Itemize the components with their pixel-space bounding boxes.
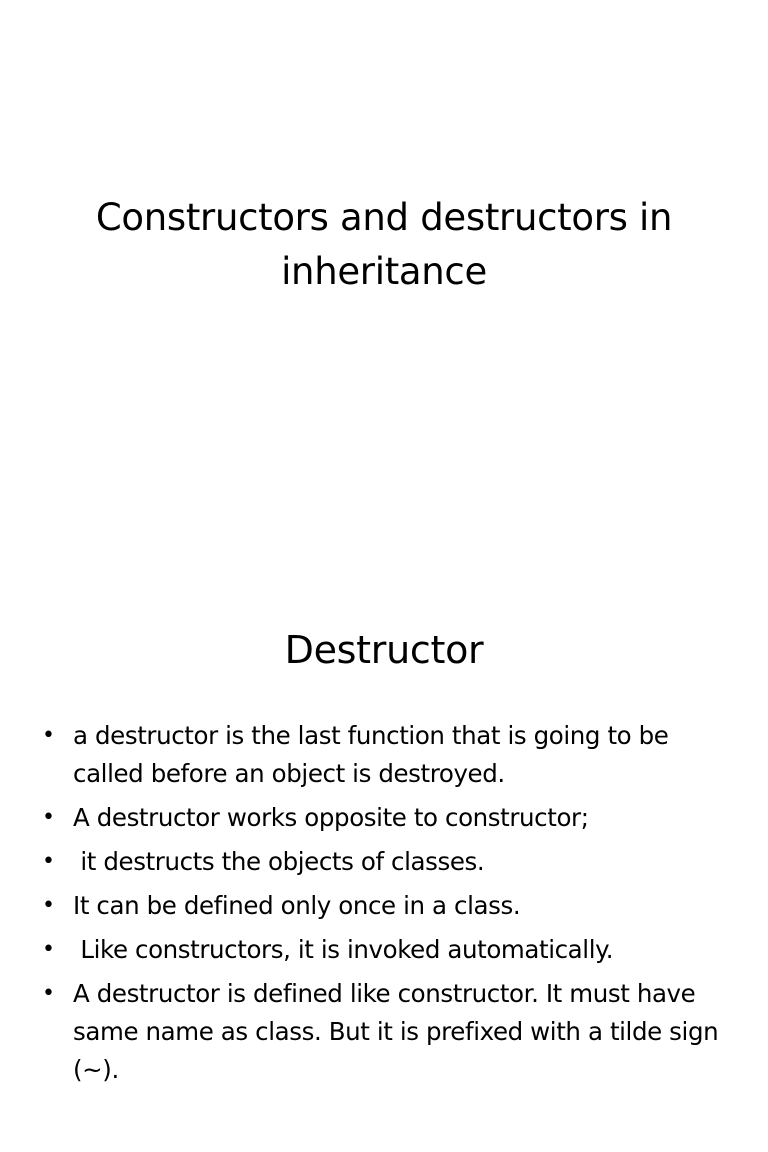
bullet-text: A destructor works opposite to constructor; (73, 803, 589, 832)
bullet-text: a destructor is the last function that is going to be called before an object is destroyed. (73, 721, 669, 788)
bullet-text: A destructor is defined like constructor. It must have same name as class. But it is prefixed with a tilde sign (~). (73, 979, 719, 1084)
bullet-icon: • (42, 981, 55, 1006)
bullet-text: Like constructors, it is invoked automatically. (73, 935, 614, 964)
bullet-item (40, 843, 730, 881)
bullet-icon: • (42, 893, 55, 918)
bullet-icon: • (42, 805, 55, 830)
bullet-text: it destructs the objects of classes. (73, 847, 485, 876)
bullet-icon: • (42, 723, 55, 748)
bullet-icon: • (42, 849, 55, 874)
bullet-list (40, 717, 730, 1095)
bullet-item (40, 975, 730, 1089)
bullet-item (40, 799, 730, 837)
bullet-icon: • (42, 937, 55, 962)
slide-heading: Destructor (284, 628, 484, 672)
bullet-text: It can be defined only once in a class. (73, 891, 521, 920)
slide-title: Constructors and destructors in inheritance (95, 196, 673, 293)
bullet-item (40, 717, 730, 793)
bullet-item (40, 887, 730, 925)
bullet-item (40, 931, 730, 969)
destructor-slide (0, 576, 768, 1152)
